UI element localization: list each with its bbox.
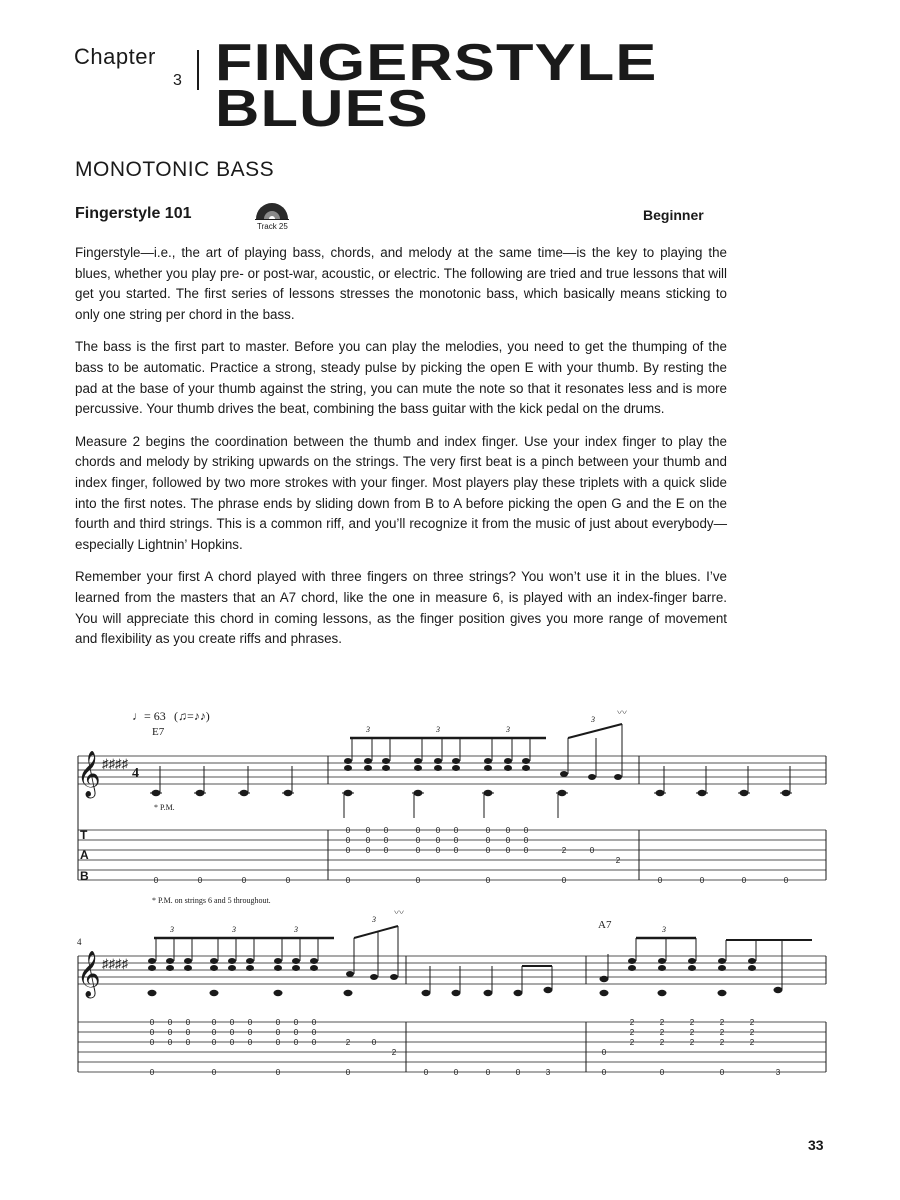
barlines: [78, 756, 826, 880]
measure-3-notes: [654, 766, 792, 796]
tab-fret: 0: [505, 836, 511, 845]
tab-fret: 0: [229, 1028, 235, 1037]
chapter-number: 3: [173, 72, 182, 89]
tab-fret: 0: [185, 1018, 191, 1027]
music-notation: [72, 700, 832, 1100]
tab-fret: 2: [615, 856, 621, 865]
page-number: 33: [808, 1137, 824, 1153]
tab-fret: 2: [561, 846, 567, 855]
tab-fret: 0: [275, 1028, 281, 1037]
tab-fret: 2: [689, 1038, 695, 1047]
tab-fret: 0: [365, 846, 371, 855]
track-label: Track 25: [257, 222, 288, 231]
tab-fret: 0: [741, 876, 747, 885]
tab-fret: 0: [149, 1018, 155, 1027]
section-title: MONOTONIC BASS: [75, 158, 275, 181]
tab-fret: 0: [415, 846, 421, 855]
tab-fret: 0: [185, 1028, 191, 1037]
tab-fret: 2: [629, 1028, 635, 1037]
tab-fret: 0: [523, 846, 529, 855]
tab-fret: 0: [453, 846, 459, 855]
tab-fret: 0: [383, 836, 389, 845]
tab-fret: 0: [365, 826, 371, 835]
tab-fret: 0: [435, 846, 441, 855]
chord-symbol-a7: A7: [598, 919, 612, 931]
tab-fret: 0: [293, 1028, 299, 1037]
tab-fret: 0: [229, 1038, 235, 1047]
tab-fret: 0: [285, 876, 291, 885]
tab-fret: 0: [485, 836, 491, 845]
tab-fret: 0: [435, 836, 441, 845]
tab-fret: 2: [345, 1038, 351, 1047]
tab-fret: 0: [783, 876, 789, 885]
treble-clef: 𝄞: [77, 951, 101, 996]
tab-fret: 0: [247, 1038, 253, 1047]
treble-clef: 𝄞: [77, 751, 101, 796]
triplet-markers: [169, 915, 666, 934]
difficulty-level: Beginner: [643, 207, 704, 223]
tab-fret: 0: [423, 1068, 429, 1077]
tab-fret: 0: [601, 1068, 607, 1077]
tab-fret: 2: [749, 1028, 755, 1037]
chapter-title-line-2: BLUES: [215, 80, 429, 138]
tab-fret: 0: [485, 826, 491, 835]
tab-fret: 0: [435, 826, 441, 835]
tab-fret: 0: [247, 1028, 253, 1037]
tab-fret: 0: [345, 1068, 351, 1077]
paragraph: Measure 2 begins the coordination between the thumb and index finger. Use your index finger to play the chords and melody by striking upwards on the strings. The very first beat is a pinch between your thumb and index finger, followed by two more strokes with your finger. Most players play these triplets with a quick slide into the first notes. The phrase ends by sliding down from B to A before picking the open G and the E on the fourth and third strings. This is a common riff, and you’ll recognize it from the music of just about everybody—especially Lightnin’ Hopkins.: [75, 433, 727, 552]
triplet-number: 3: [170, 925, 174, 934]
paragraph: The bass is the first part to master. Before you can play the melodies, you need to get the thumping of the bass to be automatic. Practice a strong, steady pulse by picking the open E with your thumb. By resting the pad at the base of your thumb against the string, you can mute the note so that it resonates less and is more percussive. Your thumb drives the beat, combining the bass guitar with the kick pedal on the drums.: [75, 339, 727, 417]
tab-fret: 0: [415, 836, 421, 845]
key-signature: ♯♯♯♯: [102, 956, 128, 971]
tab-fret: 0: [523, 826, 529, 835]
tab-fret: 0: [311, 1018, 317, 1027]
staff-lines: [78, 756, 826, 784]
tab-fret: 0: [211, 1038, 217, 1047]
tab-fret: 0: [149, 1038, 155, 1047]
tab-lines: [78, 830, 826, 880]
triplet-number: 3: [436, 725, 440, 734]
tab-fret: 0: [275, 1018, 281, 1027]
tab-fret: 0: [589, 846, 595, 855]
tab-fret: 0: [415, 876, 421, 885]
tab-fret: 0: [149, 1028, 155, 1037]
measure-1-notes: [150, 766, 294, 796]
triplet-markers: [365, 715, 595, 734]
tab-fret: 0: [293, 1038, 299, 1047]
tab-numbers-system-1: [154, 826, 789, 885]
tab-fret: 0: [657, 876, 663, 885]
tab-fret: 0: [211, 1068, 217, 1077]
vibrato-mark: 〰: [394, 908, 404, 919]
tab-fret: 0: [311, 1028, 317, 1037]
barlines: [78, 956, 826, 1072]
tab-fret: 0: [345, 826, 351, 835]
tab-fret: 0: [453, 836, 459, 845]
tab-fret: 0: [197, 876, 203, 885]
tab-letter: T: [80, 828, 88, 842]
chapter-divider: [197, 50, 199, 90]
tab-letter: B: [80, 869, 89, 883]
tab-fret: 0: [229, 1018, 235, 1027]
tab-fret: 0: [167, 1028, 173, 1037]
tab-fret: 0: [485, 1068, 491, 1077]
chapter-label: Chapter: [74, 44, 156, 69]
tab-fret: 0: [601, 1048, 607, 1057]
tab-fret: 0: [415, 826, 421, 835]
tab-fret: 0: [515, 1068, 521, 1077]
paragraph: Remember your first A chord played with three fingers on three strings? You won’t use it in the blues. I’ve learned from the masters that an A7 chord, like the one in measure 6, is played with an index-finger barre. You will appreciate this chord in coming lessons, as the finger position gives you more range of movement and flexibility as you create riffs and phrases.: [75, 569, 727, 647]
tab-fret: 0: [275, 1038, 281, 1047]
tab-fret: 0: [167, 1038, 173, 1047]
measure-number: 4: [77, 937, 82, 947]
tab-fret: 2: [749, 1038, 755, 1047]
triplet-number: 3: [506, 725, 510, 734]
cd-audio-icon: [253, 198, 291, 220]
tab-fret: 2: [719, 1038, 725, 1047]
triplet-number: 3: [294, 925, 298, 934]
tempo-marking: ♩= 63: [132, 709, 166, 723]
tab-fret: 0: [371, 1038, 377, 1047]
tab-fret: 2: [629, 1018, 635, 1027]
tab-fret: 0: [167, 1018, 173, 1027]
tab-fret: 0: [523, 836, 529, 845]
tab-letter: A: [80, 848, 89, 862]
triplet-number: 3: [662, 925, 666, 934]
tab-fret: 0: [383, 846, 389, 855]
time-signature: 4: [132, 766, 139, 781]
tab-fret: 0: [699, 876, 705, 885]
chapter-title: [215, 34, 658, 138]
tab-fret: 0: [485, 876, 491, 885]
tab-fret: 0: [211, 1018, 217, 1027]
tab-fret: 2: [391, 1048, 397, 1057]
paragraph: Fingerstyle—i.e., the art of playing bass, chords, and melody at the same time—is the key to playing the blues, whether you play pre- or post-war, acoustic, or electric. The following are tried and true lessons that will get you started. The first series of lessons stresses the monotonic bass, which basically means sticking to only one string per chord in the bass.: [75, 245, 727, 322]
tab-fret: 0: [561, 876, 567, 885]
tab-fret: 0: [345, 876, 351, 885]
tab-fret: 2: [749, 1018, 755, 1027]
vibrato-mark: 〰: [617, 708, 627, 719]
tab-fret: 2: [719, 1028, 725, 1037]
tab-fret: 2: [719, 1018, 725, 1027]
tab-fret: 3: [545, 1068, 551, 1077]
triplet-number: 3: [232, 925, 236, 934]
tab-fret: 0: [293, 1018, 299, 1027]
tab-fret: 0: [485, 846, 491, 855]
triplet-number: 3: [372, 915, 376, 924]
tab-fret: 2: [689, 1028, 695, 1037]
tab-fret: 0: [383, 826, 389, 835]
chord-symbol-e7: E7: [152, 726, 165, 738]
chapter-title-line-1: FINGERSTYLE: [215, 34, 658, 92]
lesson-title: Fingerstyle 101: [75, 205, 192, 222]
tab-fret: 0: [453, 1068, 459, 1077]
triplet-number: 3: [591, 715, 595, 724]
tab-fret: 2: [659, 1038, 665, 1047]
tab-fret: 0: [153, 876, 159, 885]
tab-numbers-system-2: [150, 1018, 781, 1077]
tab-fret: 0: [345, 846, 351, 855]
tab-clef: [80, 828, 92, 883]
palm-mute-footnote: * P.M. on strings 6 and 5 throughout.: [152, 896, 271, 905]
tab-fret: 0: [365, 836, 371, 845]
tab-fret: 2: [689, 1018, 695, 1027]
tab-fret: 2: [659, 1018, 665, 1027]
tab-fret: 0: [505, 846, 511, 855]
tab-fret: 2: [659, 1028, 665, 1037]
palm-mute-mark: * P.M.: [154, 803, 175, 812]
tab-fret: 2: [629, 1038, 635, 1047]
tab-fret: 0: [247, 1018, 253, 1027]
key-signature: ♯♯♯♯: [102, 756, 128, 771]
tab-fret: 0: [505, 826, 511, 835]
tab-fret: 0: [453, 826, 459, 835]
tab-fret: 0: [345, 836, 351, 845]
tab-fret: 0: [149, 1068, 155, 1077]
tab-fret: 0: [311, 1038, 317, 1047]
triplet-number: 3: [366, 725, 370, 734]
measure-2-notes: [342, 724, 622, 818]
tab-fret: 0: [275, 1068, 281, 1077]
measure-4-notes: [148, 926, 813, 996]
tab-fret: 0: [185, 1038, 191, 1047]
tab-fret: 0: [241, 876, 247, 885]
tab-fret: 3: [775, 1068, 781, 1077]
tab-fret: 0: [659, 1068, 665, 1077]
body-text: [75, 243, 727, 662]
tempo-swing-figure: (♫=♪♪): [174, 709, 210, 723]
tab-fret: 0: [719, 1068, 725, 1077]
tab-fret: 0: [211, 1028, 217, 1037]
